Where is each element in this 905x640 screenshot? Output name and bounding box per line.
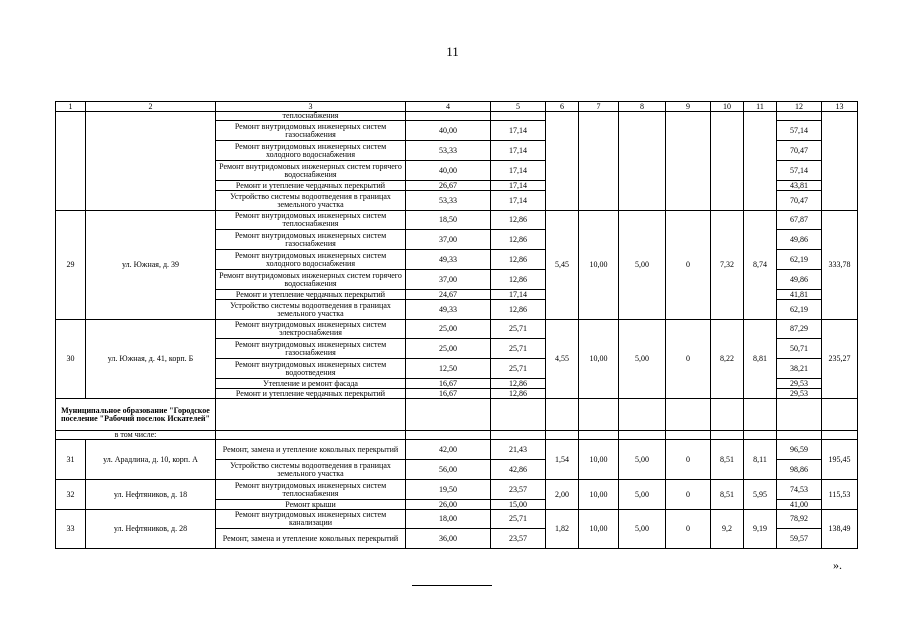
cost-cell: 49,33 [406, 300, 491, 320]
empty-cell [744, 431, 777, 440]
sum-cell: 43,81 [777, 181, 822, 191]
empty-cell [491, 399, 546, 431]
service-cell: Ремонт внутридомовых инженерных систем газоснабжения [216, 339, 406, 359]
value-cell: 0 [666, 320, 711, 399]
value-cell: 1,82 [546, 510, 579, 549]
service-cell: Утепление и ремонт фасада [216, 379, 406, 389]
sum-cell: 70,47 [777, 141, 822, 161]
value-cell: 5,00 [619, 480, 666, 510]
cost-cell: 36,00 [406, 529, 491, 549]
value-cell: 5,00 [619, 510, 666, 549]
cost-cell: 40,00 [406, 161, 491, 181]
service-cell: Ремонт внутридомовых инженерных систем газоснабжения [216, 230, 406, 250]
value-cell [711, 112, 744, 211]
total-cell: 235,27 [822, 320, 858, 399]
cost-cell: 15,00 [491, 500, 546, 510]
empty-cell [216, 399, 406, 431]
service-cell: Ремонт и утепление чердачных перекрытий [216, 181, 406, 191]
empty-cell [619, 399, 666, 431]
address-cell: ул. Нефтяников, д. 18 [86, 480, 216, 510]
value-cell [744, 112, 777, 211]
service-cell: Ремонт крыши [216, 500, 406, 510]
value-cell: 8,11 [744, 440, 777, 480]
value-cell: 0 [666, 480, 711, 510]
cost-cell: 17,14 [491, 191, 546, 211]
service-cell: Ремонт внутридомовых инженерных систем холодного водоснабжения [216, 250, 406, 270]
sum-cell: 62,19 [777, 300, 822, 320]
sum-cell: 70,47 [777, 191, 822, 211]
header-cell: 12 [777, 102, 822, 112]
sum-cell: 59,57 [777, 529, 822, 549]
cost-cell: 17,14 [491, 161, 546, 181]
service-cell: Устройство системы водоотведения в границах земельного участка [216, 460, 406, 480]
cost-cell: 26,00 [406, 500, 491, 510]
empty-cell [666, 431, 711, 440]
cost-cell: 16,67 [406, 379, 491, 389]
service-cell: Устройство системы водоотведения в границах земельного участка [216, 300, 406, 320]
cost-cell: 17,14 [491, 290, 546, 300]
empty-cell [546, 399, 579, 431]
header-cell: 11 [744, 102, 777, 112]
cost-cell: 37,00 [406, 270, 491, 290]
empty-cell [619, 431, 666, 440]
footer-divider [412, 585, 492, 586]
header-cell: 1 [56, 102, 86, 112]
table-row [56, 480, 858, 500]
value-cell: 5,95 [744, 480, 777, 510]
cost-cell: 25,71 [491, 510, 546, 529]
object-number-cell: 31 [56, 440, 86, 480]
cost-cell: 21,43 [491, 440, 546, 460]
value-cell: 8,22 [711, 320, 744, 399]
total-cell: 195,45 [822, 440, 858, 480]
service-cell: Устройство системы водоотведения в границах земельного участка [216, 191, 406, 211]
cost-cell: 12,86 [491, 230, 546, 250]
object-number-cell: 32 [56, 480, 86, 510]
column-number-row [56, 102, 858, 112]
header-cell: 9 [666, 102, 711, 112]
empty-cell [711, 399, 744, 431]
value-cell: 0 [666, 440, 711, 480]
service-cell: Ремонт и утепление чердачных перекрытий [216, 389, 406, 399]
total-cell: 333,78 [822, 211, 858, 320]
value-cell: 0 [666, 510, 711, 549]
empty-cell [579, 431, 619, 440]
cost-cell: 53,33 [406, 191, 491, 211]
value-cell: 8,74 [744, 211, 777, 320]
value-cell: 10,00 [579, 440, 619, 480]
cost-cell: 37,00 [406, 230, 491, 250]
service-cell: Ремонт внутридомовых инженерных систем канализации [216, 510, 406, 529]
sum-cell: 67,87 [777, 211, 822, 230]
total-cell [822, 112, 858, 211]
value-cell [666, 112, 711, 211]
cost-cell: 26,67 [406, 181, 491, 191]
total-cell: 115,53 [822, 480, 858, 510]
value-cell: 1,54 [546, 440, 579, 480]
empty-cell [491, 431, 546, 440]
table-row [56, 320, 858, 339]
address-cell [86, 112, 216, 211]
cost-cell [406, 112, 491, 121]
value-cell: 2,00 [546, 480, 579, 510]
sum-cell: 41,81 [777, 290, 822, 300]
service-cell: Ремонт внутридомовых инженерных систем газоснабжения [216, 121, 406, 141]
service-cell: Ремонт внутридомовых инженерных систем горячего водоснабжения [216, 270, 406, 290]
value-cell: 10,00 [579, 211, 619, 320]
including-row [56, 431, 858, 440]
repair-table [55, 101, 858, 549]
value-cell: 10,00 [579, 320, 619, 399]
value-cell: 8,81 [744, 320, 777, 399]
municipality-row [56, 399, 858, 431]
value-cell: 5,00 [619, 440, 666, 480]
value-cell: 5,00 [619, 320, 666, 399]
sum-cell: 74,53 [777, 480, 822, 500]
value-cell: 4,55 [546, 320, 579, 399]
cost-cell: 12,86 [491, 389, 546, 399]
sum-cell: 57,14 [777, 161, 822, 181]
cost-cell: 40,00 [406, 121, 491, 141]
cost-cell: 42,00 [406, 440, 491, 460]
address-cell: ул. Арадлина, д. 10, корп. А [86, 440, 216, 480]
header-cell: 3 [216, 102, 406, 112]
cost-cell: 25,00 [406, 320, 491, 339]
service-cell: Ремонт внутридомовых инженерных систем теплоснабжения [216, 480, 406, 500]
service-cell: Ремонт, замена и утепление кокольных перекрытий [216, 440, 406, 460]
empty-cell [666, 399, 711, 431]
service-cell: Ремонт внутридомовых инженерных систем теплоснабжения [216, 211, 406, 230]
cost-cell: 25,71 [491, 320, 546, 339]
service-cell: Ремонт внутридомовых инженерных систем холодного водоснабжения [216, 141, 406, 161]
service-cell: Ремонт внутридомовых инженерных систем электроснабжения [216, 320, 406, 339]
value-cell [546, 112, 579, 211]
service-cell: Ремонт, замена и утепление кокольных перекрытий [216, 529, 406, 549]
cost-cell: 12,86 [491, 211, 546, 230]
empty-cell [822, 431, 858, 440]
cost-cell: 56,00 [406, 460, 491, 480]
value-cell: 8,51 [711, 480, 744, 510]
object-number-cell: 33 [56, 510, 86, 549]
header-cell: 6 [546, 102, 579, 112]
value-cell [619, 112, 666, 211]
cost-cell: 53,33 [406, 141, 491, 161]
cost-cell: 18,50 [406, 211, 491, 230]
value-cell: 7,32 [711, 211, 744, 320]
sum-cell: 98,86 [777, 460, 822, 480]
cost-cell: 25,71 [491, 339, 546, 359]
empty-cell [711, 431, 744, 440]
sum-cell: 49,86 [777, 270, 822, 290]
value-cell: 5,00 [619, 211, 666, 320]
value-cell: 8,51 [711, 440, 744, 480]
cost-cell: 16,67 [406, 389, 491, 399]
sum-cell: 87,29 [777, 320, 822, 339]
value-cell: 10,00 [579, 480, 619, 510]
cost-cell: 25,00 [406, 339, 491, 359]
cost-cell: 19,50 [406, 480, 491, 500]
sum-cell: 78,92 [777, 510, 822, 529]
cost-cell: 17,14 [491, 141, 546, 161]
sum-cell: 50,71 [777, 339, 822, 359]
sum-cell: 57,14 [777, 121, 822, 141]
address-cell: ул. Южная, д. 39 [86, 211, 216, 320]
cost-cell: 18,00 [406, 510, 491, 529]
table-row [56, 211, 858, 230]
sum-cell: 38,21 [777, 359, 822, 379]
municipality-name: Муниципальное образование "Городское поселение "Рабочий поселок Искателей" [56, 399, 216, 431]
header-cell: 10 [711, 102, 744, 112]
cost-cell: 12,86 [491, 379, 546, 389]
address-cell: ул. Южная, д. 41, корп. Б [86, 320, 216, 399]
empty-cell [822, 399, 858, 431]
header-cell: 8 [619, 102, 666, 112]
cost-cell: 17,14 [491, 121, 546, 141]
total-cell: 138,49 [822, 510, 858, 549]
value-cell: 0 [666, 211, 711, 320]
object-number-cell: 29 [56, 211, 86, 320]
object-number-cell [56, 112, 86, 211]
empty-cell [579, 399, 619, 431]
empty-cell [546, 431, 579, 440]
cost-cell: 12,86 [491, 270, 546, 290]
header-cell: 4 [406, 102, 491, 112]
cost-cell: 24,67 [406, 290, 491, 300]
sum-cell: 29,53 [777, 389, 822, 399]
service-cell: теплоснабжения [216, 112, 406, 121]
table-row [56, 112, 858, 121]
sum-cell: 41,00 [777, 500, 822, 510]
cost-cell [491, 112, 546, 121]
sum-cell [777, 112, 822, 121]
address-cell: ул. Нефтяников, д. 28 [86, 510, 216, 549]
sum-cell: 96,59 [777, 440, 822, 460]
cost-cell: 12,50 [406, 359, 491, 379]
header-cell: 13 [822, 102, 858, 112]
value-cell: 9,2 [711, 510, 744, 549]
table-row [56, 440, 858, 460]
value-cell [579, 112, 619, 211]
empty-cell [777, 399, 822, 431]
service-cell: Ремонт и утепление чердачных перекрытий [216, 290, 406, 300]
sum-cell: 49,86 [777, 230, 822, 250]
table-row [56, 510, 858, 529]
service-cell: Ремонт внутридомовых инженерных систем горячего водоснабжения [216, 161, 406, 181]
value-cell: 9,19 [744, 510, 777, 549]
service-cell: Ремонт внутридомовых инженерных систем водоотведения [216, 359, 406, 379]
empty-cell [744, 399, 777, 431]
object-number-cell: 30 [56, 320, 86, 399]
cost-cell: 12,86 [491, 250, 546, 270]
header-cell: 7 [579, 102, 619, 112]
page-number: 11 [446, 44, 459, 59]
value-cell: 10,00 [579, 510, 619, 549]
sum-cell: 62,19 [777, 250, 822, 270]
cost-cell: 17,14 [491, 181, 546, 191]
closing-quote: ». [833, 558, 842, 572]
cost-cell: 25,71 [491, 359, 546, 379]
header-cell: 2 [86, 102, 216, 112]
cost-cell: 23,57 [491, 529, 546, 549]
sum-cell: 29,53 [777, 379, 822, 389]
including-label: в том числе: [56, 431, 216, 440]
cost-cell: 49,33 [406, 250, 491, 270]
empty-cell [406, 431, 491, 440]
empty-cell [777, 431, 822, 440]
cost-cell: 23,57 [491, 480, 546, 500]
cost-cell: 42,86 [491, 460, 546, 480]
empty-cell [406, 399, 491, 431]
empty-cell [216, 431, 406, 440]
value-cell: 5,45 [546, 211, 579, 320]
cost-cell: 12,86 [491, 300, 546, 320]
header-cell: 5 [491, 102, 546, 112]
